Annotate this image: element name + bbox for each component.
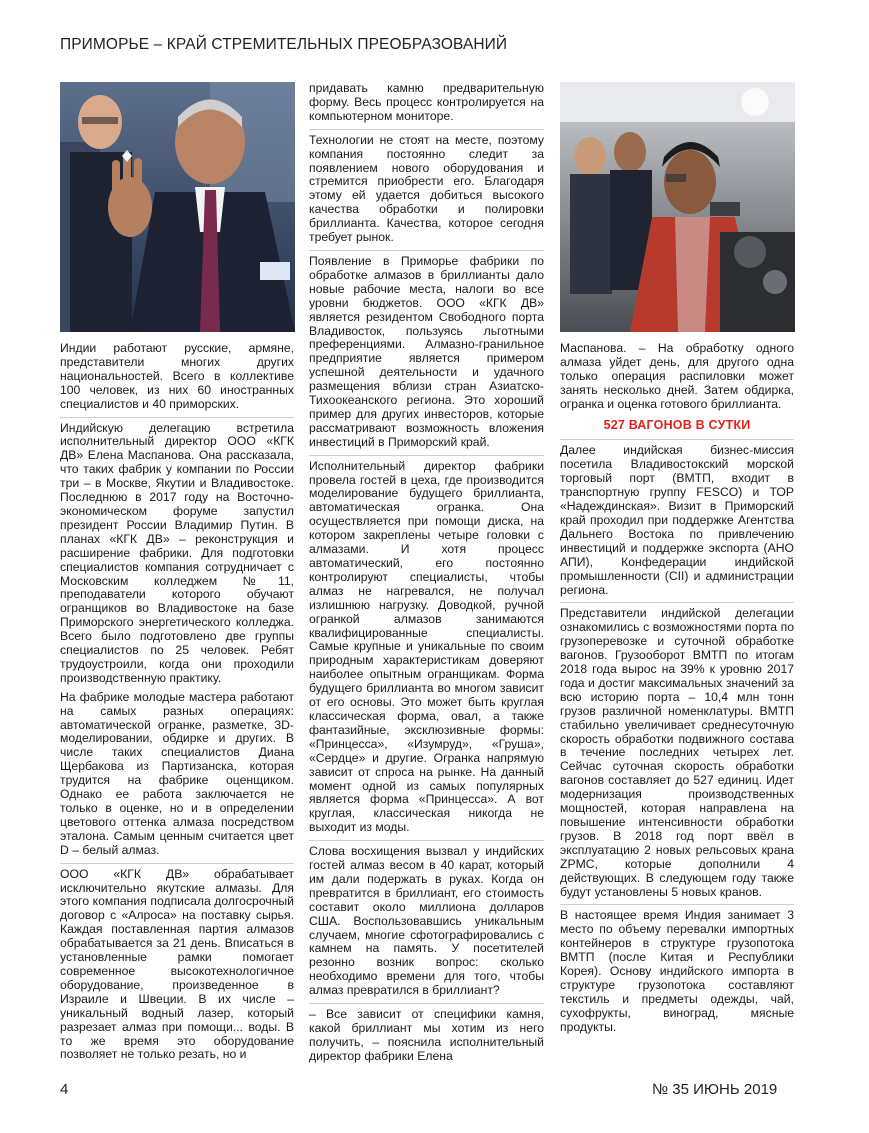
paragraph: Представители индийской делегации ознакомились с возможностями порта по грузоперевозке и суточной обработке вагонов. Грузооборот ВМТП по итогам 2018 года вырос на 39% к уровню 2017 года и достиг максимальных значений за всю историю порта – 10,4 млн тонн грузов различной номенклатуры. ВМТП стабильно увеличивает среднесуточную скорость обработки подвижного состава в течение последних четырех лет. Сейчас суточная скорость обработки вагонов составляет до 527 единиц. Идет модернизация производственных мощностей, которая направлена на повышение интенсивности обработки грузов. В 2018 год порт ввёл в эксплуатацию 2 новых рельсовых крана ZPMC, которые дополнили 4 действующих. В следующем году также будут установлены 5 новых кранов.: [560, 602, 794, 899]
text-column-1: [60, 342, 294, 1067]
page-number: 4: [60, 1081, 69, 1098]
paragraph: придавать камню предварительную форму. Весь процесс контролируется на компьютерном мониторе.: [309, 81, 544, 123]
photo-executive-holding-diamond: [60, 82, 295, 332]
section-subheading: 527 ВАГОНОВ В СУТКИ: [603, 417, 751, 432]
photo-specialist-at-equipment: [560, 82, 795, 332]
paragraph: Технологии не стоят на месте, поэтому компания постоянно следит за появлением нового оборудования и стремится приобрести его. Благодаря этому ей удается добиться высокого качества обработки и полировки бриллианта. Качества, которое сегодня требует рынок.: [309, 129, 544, 245]
paragraph: Маспанова. – На обработку одного алмаза уйдет день, для другого одна только операция распиловки может занять несколько дней. Затем обдирка, огранка и оценка готового бриллианта.: [560, 341, 794, 411]
text-column-3: [560, 342, 794, 1040]
paragraph: На фабрике молодые мастера работают на самых разных операциях: автоматической огранке, разметке, 3D-моделировании, обдирке и других. В числе таких специалистов Диана Щербакова из Партизанска, которая трудится на фабрике оценщиком. Однако ее работа заключается не только в оценке, но и в определении цветового оттенка алмаза посредством эталона. Самым ценным считается цвет D – белый алмаз.: [60, 689, 294, 857]
running-title: ПРИМОРЬЕ – КРАЙ СТРЕМИТЕЛЬНЫХ ПРЕОБРАЗОВАНИЙ: [60, 36, 508, 53]
paragraph: В настоящее время Индия занимает 3 место по объему перевалки импортных контейнеров в структуре грузопотока ВМТП (после Китая и Республики Корея). Основу индийского импорта в структуре грузопотока составляют текстиль и предметы одежды, чай, сухофрукты, виноград, мясные продукты.: [560, 904, 794, 1034]
paragraph: Слова восхищения вызвал у индийских гостей алмаз весом в 40 карат, который им дали подержать в руках. Когда он превратится в бриллиант, его стоимость составит около миллиона долларов США. Воспользовавшись уникальным случаем, многие сфотографировались с камнем на память. У посетителей резонно возник вопрос: сколько необходимо времени для того, чтобы алмаз превратился в бриллиант?: [309, 840, 544, 998]
text-column-2: [309, 82, 544, 1069]
issue-label: № 35 ИЮНЬ 2019: [652, 1081, 778, 1098]
paragraph: Индийскую делегацию встретила исполнительный директор ООО «КГК ДВ» Елена Маспанова. Она рассказала, что таких фабрик у компании по России три – в Москве, Якутии и Владивостоке. Последнюю в 2017 году на Восточно-экономическом форуме запустил президент России Владимир Путин. В планах «КГК ДВ» – реконструкция и расширение фабрики. Для подготовки специалистов компания сотрудничает с Московским колледжем №11, преподаватели которого обучают огранщиков во Владивостоке на базе Приморского энергетического колледжа. Всего было подготовлено две группы специалистов по 25 человек. Ребят трудоустроили, когда они проходили производственную практику.: [60, 417, 294, 686]
paragraph: Появление в Приморье фабрики по обработке алмазов в бриллианты дало новые рабочие места, налоги во все уровни бюджетов. ООО «КГК ДВ» является резидентом Свободного порта Владивосток, пользуясь льготными преференциями. Алмазно-гранильное предприятие является примером успешной деятельности и удачного размещения вблизи стран Азиатско-Тихоокеанского региона. Это хороший пример для других инвесторов, которые рассматривают возможность вложения инвестиций в Приморский край.: [309, 250, 544, 450]
paragraph: Индии работают русские, армяне, представители многих других национальностей. Всего в коллективе 100 человек, из них 60 иностранных специалистов и 40 приморских.: [60, 341, 294, 411]
paragraph: Исполнительный директор фабрики провела гостей в цеха, где производится моделирование будущего бриллианта, автоматическая огранка. Она осуществляется при помощи диска, на котором закреплены четыре головки с алмазами. И хотя процесс автоматический, его постоянно контролируют специалисты, чтобы алмаз не нагревался, не получал излишнюю нагрузку. Доводкой, ручной огранкой алмазов занимаются квалифицированные специалисты. Самые крупные и уникальные по своим природным характеристикам доверяют наиболее опытным огранщикам. Форма будущего бриллианта во многом зависит от его основы. Это может быть круглая классическая форма, овал, а также фантазийные, эксклюзивные формы: «Принцесса», «Изумруд», «Груша», «Сердце» и другие. Огранка напрямую зависит от спроса на рынке. На данный момент одной из самых популярных является форма «Принцесса». А вот круглая, классическая никогда не выходит из моды.: [309, 455, 544, 835]
paragraph: – Все зависит от специфики камня, какой бриллиант мы хотим из него получить, – пояснила исполнительный директор фабрики Елена: [309, 1003, 544, 1064]
paragraph: Далее индийская бизнес-миссия посетила Владивостокский морской торговый порт (ВМТП, входит в транспортную группу FESCO) и ТОР «Надеждинская». Визит в Приморский край проходил при поддержке Агентства Дальнего Востока по привлечению инвестиций и поддержке экспорта (АНО АПИ), Конфедерации индийской промышленности (CII) и администрации региона.: [560, 439, 794, 597]
paragraph: ООО «КГК ДВ» обрабатывает исключительно якутские алмазы. Для этого компания подписала долгосрочный договор с «Алроса» на поставку сырья. Каждая поставленная партия алмазов обрабатывается за 21 день. Вписаться в установленные рамки помогает современное высокотехнологичное оборудование, произведенное в Израиле и Швеции. В их числе – уникальный водный лазер, который разрезает алмаз при помощи... воды. В то же время это оборудование позволяет не только резать, но и: [60, 863, 294, 1063]
